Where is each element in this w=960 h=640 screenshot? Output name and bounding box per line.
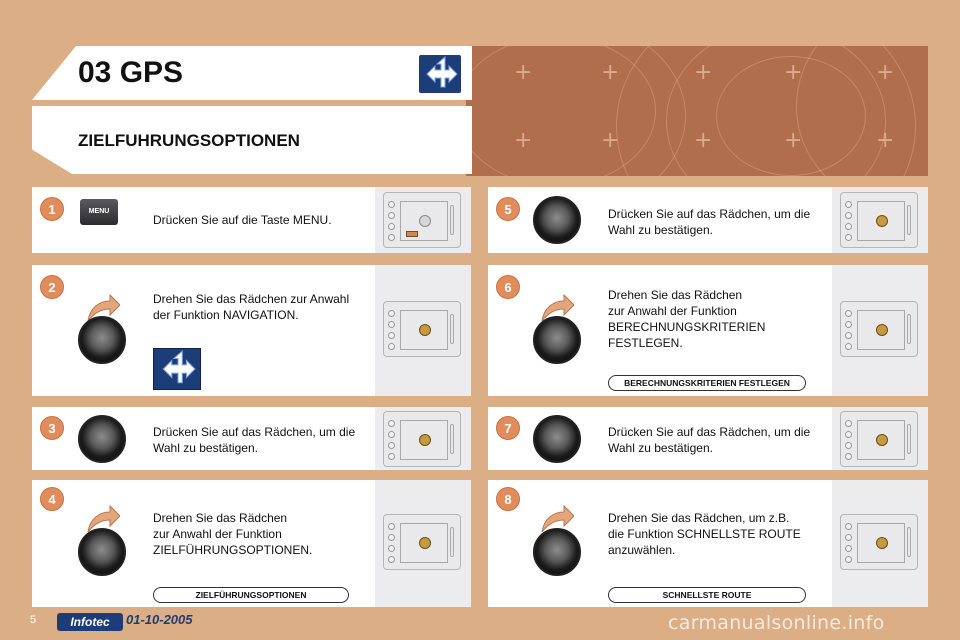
knob-icon bbox=[78, 316, 126, 364]
step-panel-8 bbox=[488, 480, 928, 607]
radio-unit-icon bbox=[383, 301, 461, 357]
step-panel-5 bbox=[488, 187, 928, 253]
knob-icon bbox=[533, 196, 581, 244]
step-badge: 2 bbox=[40, 275, 64, 299]
radio-unit-icon bbox=[383, 192, 461, 248]
step-badge: 7 bbox=[496, 416, 520, 440]
step-panel-2 bbox=[32, 265, 471, 396]
function-label: BERECHNUNGSKRITERIEN FESTLEGEN bbox=[608, 375, 806, 391]
menu-button-icon: MENU bbox=[80, 199, 118, 225]
infotec-logo: Infotec bbox=[57, 613, 123, 631]
radio-unit-icon bbox=[840, 411, 918, 467]
step-text: Drehen Sie das Rädchen, um z.B. die Funktion SCHNELLSTE ROUTE anzuwählen. bbox=[608, 511, 801, 557]
footer-date: 01-10-2005 bbox=[126, 612, 193, 627]
section-title: ZIELFUHRUNGSOPTIONEN bbox=[78, 131, 300, 150]
step-panel-1 bbox=[32, 187, 471, 253]
step-panel-6 bbox=[488, 265, 928, 396]
page-number: 5 bbox=[30, 614, 37, 626]
knob-icon bbox=[78, 528, 126, 576]
watermark: carmanualsonline.info bbox=[668, 612, 885, 634]
knob-icon bbox=[78, 415, 126, 463]
radio-unit-icon bbox=[840, 301, 918, 357]
knob-icon bbox=[533, 528, 581, 576]
knob-icon bbox=[533, 415, 581, 463]
step-text: Drücken Sie auf die Taste MENU. bbox=[153, 213, 332, 227]
step-badge: 4 bbox=[40, 487, 64, 511]
radio-unit-icon bbox=[840, 192, 918, 248]
knob-icon bbox=[533, 316, 581, 364]
step-badge: 8 bbox=[496, 487, 520, 511]
step-text: Drücken Sie auf das Rädchen, um die Wahl zu bestätigen. bbox=[153, 425, 356, 455]
function-label: ZIELFÜHRUNGSOPTIONEN bbox=[153, 587, 349, 603]
header-contour-map: + + + + + + + + + + bbox=[466, 46, 928, 176]
step-text: Drehen Sie das Rädchen zur Anwahl der Funktion NAVIGATION. bbox=[153, 292, 350, 322]
radio-unit-icon bbox=[383, 514, 461, 570]
step-badge: 3 bbox=[40, 416, 64, 440]
navigation-arrow-icon bbox=[153, 348, 201, 390]
navigation-arrow-icon bbox=[419, 55, 461, 93]
step-text: Drücken Sie auf das Rädchen, um die Wahl zu bestätigen. bbox=[608, 425, 811, 455]
step-panel-3 bbox=[32, 407, 471, 470]
step-text: Drehen Sie das Rädchen zur Anwahl der Funktion BERECHNUNGSKRITERIEN FESTLEGEN. bbox=[608, 288, 766, 350]
step-panel-7 bbox=[488, 407, 928, 470]
step-text: Drücken Sie auf das Rädchen, um die Wahl zu bestätigen. bbox=[608, 207, 811, 237]
step-text: Drehen Sie das Rädchen zur Anwahl der Funktion ZIELFÜHRUNGSOPTIONEN. bbox=[153, 511, 313, 557]
radio-unit-icon bbox=[840, 514, 918, 570]
radio-unit-icon bbox=[383, 411, 461, 467]
function-label: SCHNELLSTE ROUTE bbox=[608, 587, 806, 603]
step-badge: 1 bbox=[40, 197, 64, 221]
step-badge: 5 bbox=[496, 197, 520, 221]
chapter-title: 03 GPS bbox=[78, 56, 184, 89]
step-panel-4 bbox=[32, 480, 471, 607]
step-badge: 6 bbox=[496, 275, 520, 299]
